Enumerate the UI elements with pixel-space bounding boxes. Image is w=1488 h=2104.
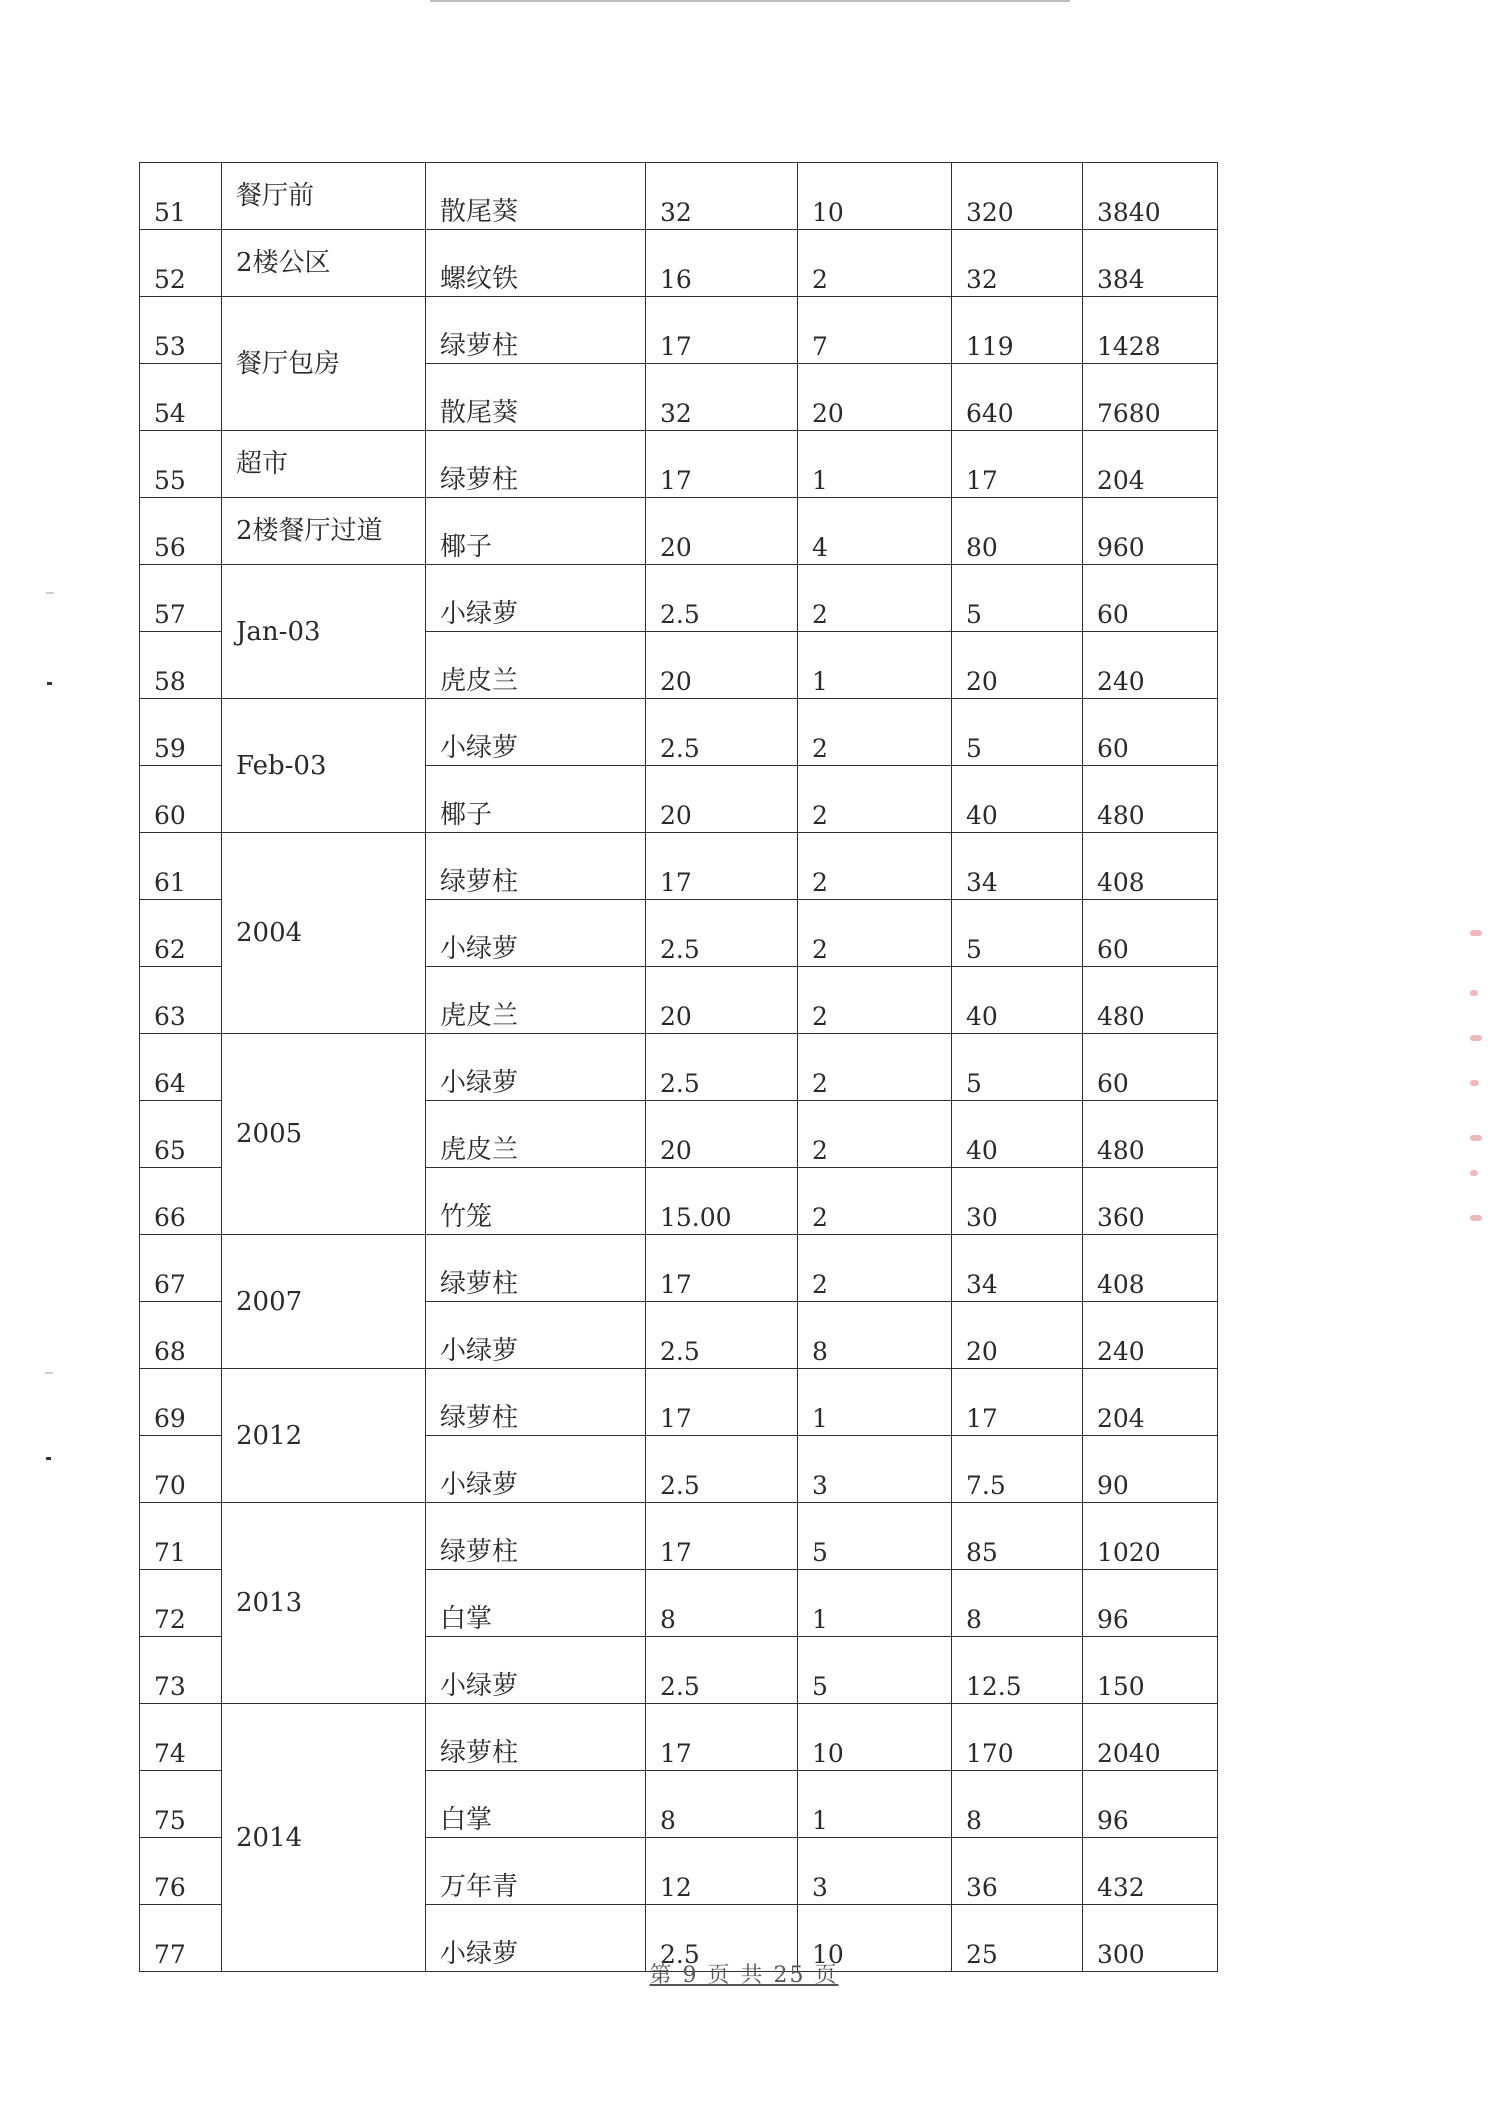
annual-amount-cell: 96 bbox=[1083, 1771, 1218, 1838]
monthly-amount-cell: 12.5 bbox=[952, 1637, 1083, 1704]
quantity-cell: 2 bbox=[798, 967, 952, 1034]
row-number-cell: 71 bbox=[140, 1503, 222, 1570]
monthly-amount-cell: 25 bbox=[952, 1905, 1083, 1972]
plant-name-cell: 竹笼 bbox=[426, 1168, 646, 1235]
row-number-cell: 53 bbox=[140, 297, 222, 364]
unit-price-cell: 2.5 bbox=[646, 1302, 798, 1369]
location-cell: 2楼公区 bbox=[222, 230, 426, 297]
unit-price-cell: 2.5 bbox=[646, 1905, 798, 1972]
table-row bbox=[140, 1369, 1218, 1436]
location-cell: 餐厅前 bbox=[222, 163, 426, 230]
location-cell: 2楼餐厅过道 bbox=[222, 498, 426, 565]
plant-name-cell: 万年青 bbox=[426, 1838, 646, 1905]
page-number: 第 9 页 共 25 页 bbox=[649, 1963, 839, 1988]
row-number-cell: 70 bbox=[140, 1436, 222, 1503]
unit-price-cell: 32 bbox=[646, 364, 798, 431]
monthly-amount-cell: 170 bbox=[952, 1704, 1083, 1771]
row-number-cell: 69 bbox=[140, 1369, 222, 1436]
unit-price-cell: 16 bbox=[646, 230, 798, 297]
quantity-cell: 5 bbox=[798, 1637, 952, 1704]
plant-name-cell: 椰子 bbox=[426, 766, 646, 833]
unit-price-cell: 20 bbox=[646, 498, 798, 565]
plant-name-cell: 虎皮兰 bbox=[426, 632, 646, 699]
location-cell: Jan-03 bbox=[222, 565, 426, 699]
annual-amount-cell: 384 bbox=[1083, 230, 1218, 297]
quantity-cell: 1 bbox=[798, 431, 952, 498]
plant-name-cell: 小绿萝 bbox=[426, 1436, 646, 1503]
monthly-amount-cell: 40 bbox=[952, 766, 1083, 833]
annual-amount-cell: 150 bbox=[1083, 1637, 1218, 1704]
quantity-cell: 3 bbox=[798, 1436, 952, 1503]
plant-name-cell: 绿萝柱 bbox=[426, 1369, 646, 1436]
table-row bbox=[140, 230, 1218, 297]
row-number-cell: 66 bbox=[140, 1168, 222, 1235]
location-cell: 2012 bbox=[222, 1369, 426, 1503]
quantity-cell: 2 bbox=[798, 1168, 952, 1235]
unit-price-cell: 2.5 bbox=[646, 1034, 798, 1101]
unit-price-cell: 17 bbox=[646, 431, 798, 498]
table-row bbox=[140, 1235, 1218, 1302]
monthly-amount-cell: 40 bbox=[952, 1101, 1083, 1168]
monthly-amount-cell: 20 bbox=[952, 1302, 1083, 1369]
unit-price-cell: 2.5 bbox=[646, 1436, 798, 1503]
quantity-cell: 2 bbox=[798, 766, 952, 833]
quantity-cell: 2 bbox=[798, 699, 952, 766]
unit-price-cell: 20 bbox=[646, 766, 798, 833]
table-row bbox=[140, 431, 1218, 498]
unit-price-cell: 8 bbox=[646, 1771, 798, 1838]
row-number-cell: 72 bbox=[140, 1570, 222, 1637]
table-row bbox=[140, 1704, 1218, 1771]
unit-price-cell: 17 bbox=[646, 1369, 798, 1436]
monthly-amount-cell: 5 bbox=[952, 699, 1083, 766]
table-row bbox=[140, 498, 1218, 565]
quantity-cell: 1 bbox=[798, 1570, 952, 1637]
quantity-cell: 1 bbox=[798, 1369, 952, 1436]
location-cell: 2013 bbox=[222, 1503, 426, 1704]
quantity-cell: 8 bbox=[798, 1302, 952, 1369]
unit-price-cell: 8 bbox=[646, 1570, 798, 1637]
plant-name-cell: 绿萝柱 bbox=[426, 1704, 646, 1771]
row-number-cell: 62 bbox=[140, 900, 222, 967]
quantity-cell: 10 bbox=[798, 163, 952, 230]
annual-amount-cell: 60 bbox=[1083, 699, 1218, 766]
annual-amount-cell: 960 bbox=[1083, 498, 1218, 565]
quantity-cell: 10 bbox=[798, 1704, 952, 1771]
annual-amount-cell: 96 bbox=[1083, 1570, 1218, 1637]
annual-amount-cell: 60 bbox=[1083, 1034, 1218, 1101]
row-number-cell: 68 bbox=[140, 1302, 222, 1369]
row-number-cell: 64 bbox=[140, 1034, 222, 1101]
plant-name-cell: 白掌 bbox=[426, 1771, 646, 1838]
monthly-amount-cell: 640 bbox=[952, 364, 1083, 431]
quantity-cell: 7 bbox=[798, 297, 952, 364]
plant-name-cell: 白掌 bbox=[426, 1570, 646, 1637]
monthly-amount-cell: 320 bbox=[952, 163, 1083, 230]
table-row bbox=[140, 163, 1218, 230]
plant-name-cell: 小绿萝 bbox=[426, 900, 646, 967]
annual-amount-cell: 432 bbox=[1083, 1838, 1218, 1905]
row-number-cell: 61 bbox=[140, 833, 222, 900]
table-row bbox=[140, 565, 1218, 632]
annual-amount-cell: 204 bbox=[1083, 431, 1218, 498]
row-number-cell: 56 bbox=[140, 498, 222, 565]
table-row bbox=[140, 833, 1218, 900]
quantity-cell: 20 bbox=[798, 364, 952, 431]
red-seal-edge bbox=[1470, 930, 1488, 1230]
table-row bbox=[140, 1034, 1218, 1101]
unit-price-cell: 20 bbox=[646, 1101, 798, 1168]
plant-name-cell: 小绿萝 bbox=[426, 1302, 646, 1369]
row-number-cell: 63 bbox=[140, 967, 222, 1034]
monthly-amount-cell: 17 bbox=[952, 1369, 1083, 1436]
unit-price-cell: 12 bbox=[646, 1838, 798, 1905]
plant-name-cell: 椰子 bbox=[426, 498, 646, 565]
plant-name-cell: 散尾葵 bbox=[426, 364, 646, 431]
plant-name-cell: 绿萝柱 bbox=[426, 297, 646, 364]
quantity-cell: 2 bbox=[798, 1235, 952, 1302]
monthly-amount-cell: 5 bbox=[952, 1034, 1083, 1101]
annual-amount-cell: 408 bbox=[1083, 833, 1218, 900]
unit-price-cell: 15.00 bbox=[646, 1168, 798, 1235]
location-cell: 2005 bbox=[222, 1034, 426, 1235]
annual-amount-cell: 300 bbox=[1083, 1905, 1218, 1972]
row-number-cell: 58 bbox=[140, 632, 222, 699]
row-number-cell: 74 bbox=[140, 1704, 222, 1771]
unit-price-cell: 17 bbox=[646, 297, 798, 364]
quantity-cell: 1 bbox=[798, 632, 952, 699]
plant-name-cell: 小绿萝 bbox=[426, 1637, 646, 1704]
quantity-cell: 4 bbox=[798, 498, 952, 565]
unit-price-cell: 32 bbox=[646, 163, 798, 230]
annual-amount-cell: 408 bbox=[1083, 1235, 1218, 1302]
unit-price-cell: 2.5 bbox=[646, 900, 798, 967]
annual-amount-cell: 480 bbox=[1083, 766, 1218, 833]
monthly-amount-cell: 36 bbox=[952, 1838, 1083, 1905]
plant-name-cell: 小绿萝 bbox=[426, 699, 646, 766]
plant-name-cell: 螺纹铁 bbox=[426, 230, 646, 297]
monthly-amount-cell: 17 bbox=[952, 431, 1083, 498]
quantity-cell: 2 bbox=[798, 833, 952, 900]
plant-name-cell: 绿萝柱 bbox=[426, 833, 646, 900]
row-number-cell: 52 bbox=[140, 230, 222, 297]
scan-speck bbox=[45, 1372, 53, 1374]
table-row bbox=[140, 1503, 1218, 1570]
row-number-cell: 54 bbox=[140, 364, 222, 431]
monthly-amount-cell: 8 bbox=[952, 1570, 1083, 1637]
location-cell: 2004 bbox=[222, 833, 426, 1034]
table-row bbox=[140, 297, 1218, 364]
monthly-amount-cell: 30 bbox=[952, 1168, 1083, 1235]
table-row bbox=[140, 699, 1218, 766]
quantity-cell: 2 bbox=[798, 1101, 952, 1168]
plant-name-cell: 绿萝柱 bbox=[426, 431, 646, 498]
annual-amount-cell: 1020 bbox=[1083, 1503, 1218, 1570]
quantity-cell: 3 bbox=[798, 1838, 952, 1905]
unit-price-cell: 17 bbox=[646, 1235, 798, 1302]
unit-price-cell: 20 bbox=[646, 632, 798, 699]
plant-name-cell: 绿萝柱 bbox=[426, 1503, 646, 1570]
plant-name-cell: 绿萝柱 bbox=[426, 1235, 646, 1302]
unit-price-cell: 17 bbox=[646, 833, 798, 900]
annual-amount-cell: 2040 bbox=[1083, 1704, 1218, 1771]
annual-amount-cell: 1428 bbox=[1083, 297, 1218, 364]
row-number-cell: 75 bbox=[140, 1771, 222, 1838]
scan-top-edge bbox=[430, 0, 1070, 2]
quantity-cell: 2 bbox=[798, 900, 952, 967]
monthly-amount-cell: 40 bbox=[952, 967, 1083, 1034]
monthly-amount-cell: 7.5 bbox=[952, 1436, 1083, 1503]
plant-rental-table bbox=[139, 162, 1218, 1972]
monthly-amount-cell: 119 bbox=[952, 297, 1083, 364]
quantity-cell: 2 bbox=[798, 230, 952, 297]
monthly-amount-cell: 5 bbox=[952, 565, 1083, 632]
monthly-amount-cell: 85 bbox=[952, 1503, 1083, 1570]
monthly-amount-cell: 8 bbox=[952, 1771, 1083, 1838]
plant-name-cell: 虎皮兰 bbox=[426, 1101, 646, 1168]
unit-price-cell: 20 bbox=[646, 967, 798, 1034]
unit-price-cell: 2.5 bbox=[646, 699, 798, 766]
monthly-amount-cell: 34 bbox=[952, 833, 1083, 900]
quantity-cell: 2 bbox=[798, 1034, 952, 1101]
monthly-amount-cell: 80 bbox=[952, 498, 1083, 565]
annual-amount-cell: 240 bbox=[1083, 1302, 1218, 1369]
annual-amount-cell: 3840 bbox=[1083, 163, 1218, 230]
annual-amount-cell: 360 bbox=[1083, 1168, 1218, 1235]
row-number-cell: 67 bbox=[140, 1235, 222, 1302]
row-number-cell: 73 bbox=[140, 1637, 222, 1704]
row-number-cell: 65 bbox=[140, 1101, 222, 1168]
monthly-amount-cell: 20 bbox=[952, 632, 1083, 699]
annual-amount-cell: 480 bbox=[1083, 1101, 1218, 1168]
row-number-cell: 76 bbox=[140, 1838, 222, 1905]
location-cell: 2014 bbox=[222, 1704, 426, 1972]
monthly-amount-cell: 34 bbox=[952, 1235, 1083, 1302]
scan-speck bbox=[47, 682, 52, 685]
plant-name-cell: 虎皮兰 bbox=[426, 967, 646, 1034]
unit-price-cell: 2.5 bbox=[646, 1637, 798, 1704]
location-cell: 餐厅包房 bbox=[222, 297, 426, 431]
quantity-cell: 10 bbox=[798, 1905, 952, 1972]
annual-amount-cell: 240 bbox=[1083, 632, 1218, 699]
scan-speck bbox=[46, 1457, 51, 1460]
row-number-cell: 51 bbox=[140, 163, 222, 230]
monthly-amount-cell: 32 bbox=[952, 230, 1083, 297]
row-number-cell: 77 bbox=[140, 1905, 222, 1972]
annual-amount-cell: 204 bbox=[1083, 1369, 1218, 1436]
unit-price-cell: 17 bbox=[646, 1704, 798, 1771]
location-cell: Feb-03 bbox=[222, 699, 426, 833]
monthly-amount-cell: 5 bbox=[952, 900, 1083, 967]
annual-amount-cell: 7680 bbox=[1083, 364, 1218, 431]
quantity-cell: 2 bbox=[798, 565, 952, 632]
annual-amount-cell: 90 bbox=[1083, 1436, 1218, 1503]
row-number-cell: 60 bbox=[140, 766, 222, 833]
location-cell: 2007 bbox=[222, 1235, 426, 1369]
annual-amount-cell: 60 bbox=[1083, 900, 1218, 967]
row-number-cell: 57 bbox=[140, 565, 222, 632]
scan-speck bbox=[46, 592, 54, 594]
table-body bbox=[140, 163, 1218, 1972]
row-number-cell: 59 bbox=[140, 699, 222, 766]
quantity-cell: 1 bbox=[798, 1771, 952, 1838]
unit-price-cell: 17 bbox=[646, 1503, 798, 1570]
row-number-cell: 55 bbox=[140, 431, 222, 498]
unit-price-cell: 2.5 bbox=[646, 565, 798, 632]
annual-amount-cell: 480 bbox=[1083, 967, 1218, 1034]
plant-name-cell: 小绿萝 bbox=[426, 565, 646, 632]
plant-name-cell: 小绿萝 bbox=[426, 1034, 646, 1101]
annual-amount-cell: 60 bbox=[1083, 565, 1218, 632]
plant-name-cell: 小绿萝 bbox=[426, 1905, 646, 1972]
quantity-cell: 5 bbox=[798, 1503, 952, 1570]
plant-name-cell: 散尾葵 bbox=[426, 163, 646, 230]
location-cell: 超市 bbox=[222, 431, 426, 498]
